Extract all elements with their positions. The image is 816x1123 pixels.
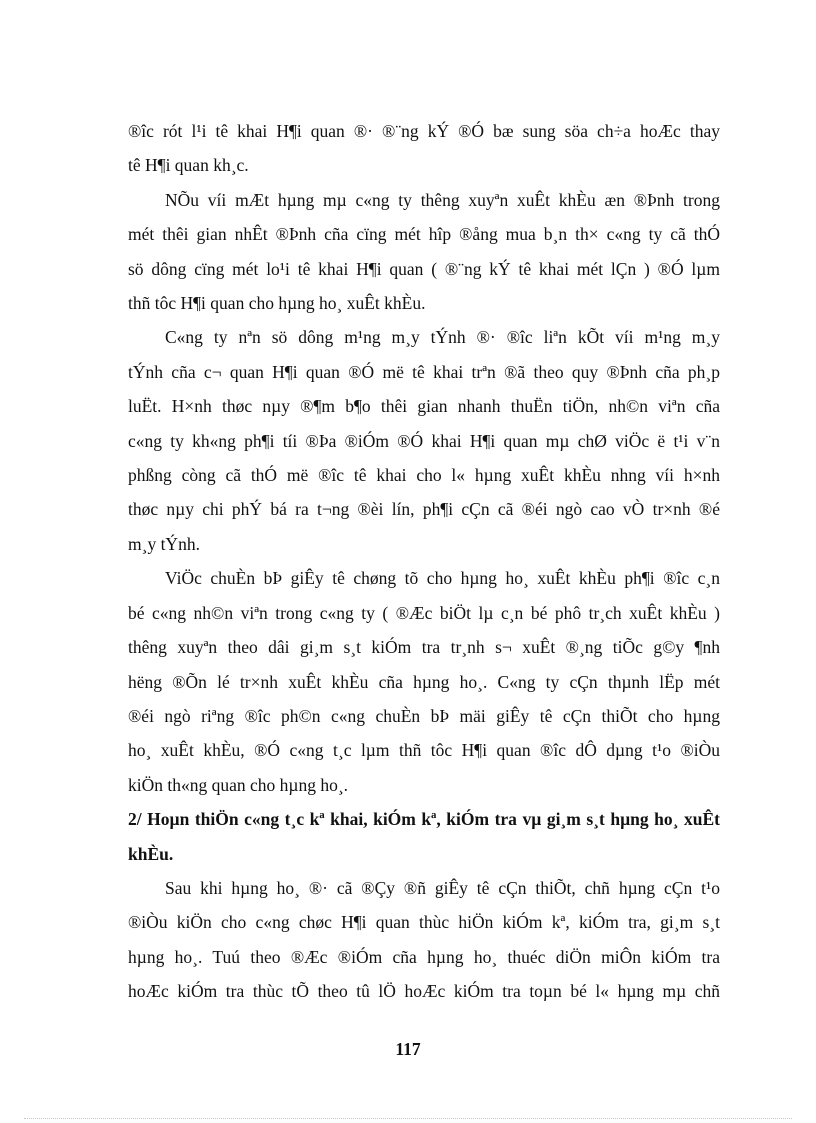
text-line: hoÆc kiÓm tra thùc tÕ theo tû lÖ hoÆc kiÓm tra toµn bé l« hµng mµ chñ bbox=[128, 981, 720, 1002]
text-line: luËt. H×nh thøc nµy ®¶m b¶o thêi gian nhanh thuËn tiÖn, nh©n viªn cña bbox=[128, 396, 720, 417]
text-line: ®îc rót l¹i tê khai H¶i quan ®· ®¨ng kÝ ®Ó bæ sung söa ch÷a hoÆc thay bbox=[128, 121, 720, 141]
page-number: 117 bbox=[395, 1039, 421, 1059]
body-text bbox=[128, 114, 720, 1009]
text-line: Sau khi hµng ho¸ ®· cã ®Çy ®ñ giÊy tê cÇn thiÕt, chñ hµng cÇn t¹o bbox=[165, 877, 720, 898]
heading-line: khÈu. bbox=[128, 843, 174, 864]
paragraph-5 bbox=[128, 871, 720, 1009]
text-line: ®iÒu kiÖn cho c«ng chøc H¶i quan thùc hiÖn kiÓm kª, kiÓm tra, gi¸m s¸t bbox=[128, 912, 720, 933]
paragraph-1 bbox=[128, 114, 720, 183]
text-line: tê H¶i quan kh¸c. bbox=[128, 155, 249, 176]
text-line: hëng ®Õn lé tr×nh xuÊt khÈu cña hµng ho¸. C«ng ty cÇn thµnh lËp mét bbox=[128, 671, 720, 692]
section-heading bbox=[128, 802, 720, 871]
text-line: ho¸ xuÊt khÈu, ®Ó c«ng t¸c lµm thñ tôc H¶i quan ®îc dÔ dµng t¹o ®iÒu bbox=[128, 740, 720, 761]
text-line: c«ng ty kh«ng ph¶i tíi ®Þa ®iÓm ®Ó khai H¶i quan mµ chØ viÖc ë t¹i v¨n bbox=[128, 430, 720, 451]
text-line: phßng còng cã thÓ më ®îc tê khai cho l« hµng xuÊt khÈu nhng víi h×nh bbox=[128, 465, 720, 486]
text-line: bé c«ng nh©n viªn trong c«ng ty ( ®Æc biÖt lµ c¸n bé phô tr¸ch xuÊt khÈu ) bbox=[128, 602, 720, 623]
text-line: thñ tôc H¶i quan cho hµng ho¸ xuÊt khÈu. bbox=[128, 293, 426, 314]
text-line: hµng ho¸. Tuú theo ®Æc ®iÓm cña hµng ho¸ thuéc diÖn miÔn kiÓm tra bbox=[128, 946, 720, 967]
text-line: NÕu víi mÆt hµng mµ c«ng ty thêng xuyªn xuÊt khÈu æn ®Þnh trong bbox=[165, 189, 720, 210]
text-line: m¸y tÝnh. bbox=[128, 533, 200, 554]
text-line: kiÖn th«ng quan cho hµng ho¸. bbox=[128, 774, 349, 795]
text-line: thøc nµy chi phÝ bá ra t¬ng ®èi lín, ph¶i cÇn cã ®éi ngò cao vÒ tr×nh ®é bbox=[128, 499, 720, 520]
text-line: mét thêi gian nhÊt ®Þnh cña cïng mét hîp ®ång mua b¸n th× c«ng ty cã thÓ bbox=[128, 224, 720, 245]
text-line: thêng xuyªn theo dâi gi¸m s¸t kiÓm tra tr¸nh s¬ xuÊt ®¸ng tiÕc g©y ¶nh bbox=[128, 637, 720, 658]
text-line: tÝnh cña c¬ quan H¶i quan ®Ó më tê khai trªn ®ã theo quy ®Þnh cña ph¸p bbox=[128, 361, 720, 382]
text-line: ViÖc chuÈn bÞ giÊy tê chøng tõ cho hµng ho¸ xuÊt khÈu ph¶i ®îc c¸n bbox=[165, 568, 720, 589]
text-line: ®éi ngò riªng ®îc ph©n c«ng chuÈn bÞ mäi giÊy tê cÇn thiÕt cho hµng bbox=[128, 705, 720, 726]
heading-line: 2/ Hoµn thiÖn c«ng t¸c kª khai, kiÓm kª, kiÓm tra vµ gi¸m s¸t hµng ho¸ xuÊt bbox=[128, 809, 720, 830]
paragraph-4 bbox=[128, 561, 720, 802]
paragraph-2 bbox=[128, 183, 720, 321]
text-line: C«ng ty nªn sö dông m¹ng m¸y tÝnh ®· ®îc liªn kÕt víi m¹ng m¸y bbox=[165, 327, 720, 348]
paragraph-3 bbox=[128, 320, 720, 561]
text-line: sö dông cïng mét lo¹i tê khai H¶i quan ( ®¨ng kÝ tê khai mét lÇn ) ®Ó lµm bbox=[128, 258, 720, 279]
page-bottom-divider bbox=[24, 1118, 792, 1119]
